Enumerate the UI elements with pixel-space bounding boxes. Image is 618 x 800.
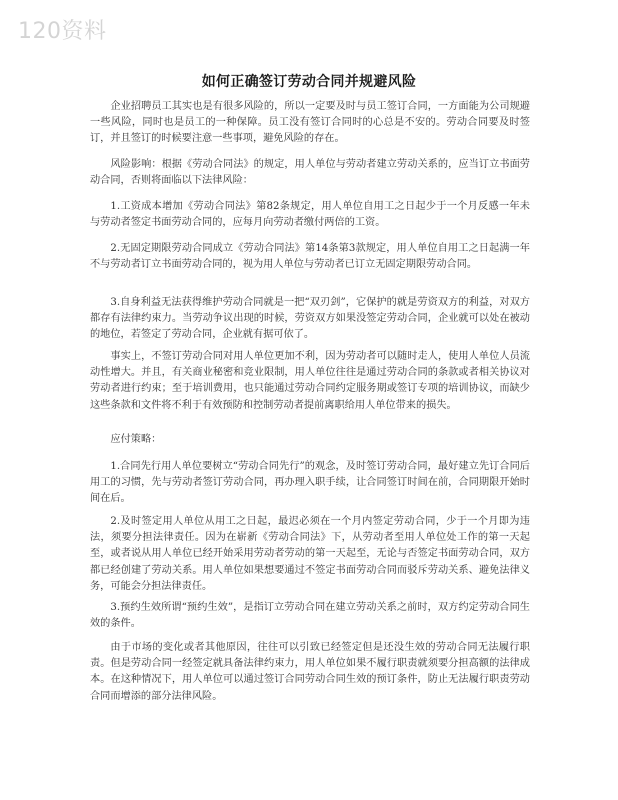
paragraph-strategy-3: 3.预约生效所谓“预约生效”，是指订立劳动合同在建立劳动关系之前时，双方约定劳动合同生效的条件。: [90, 602, 530, 630]
paragraph-risk-2: 2.无固定期限劳动合同成立《劳动合同法》第14条第3款规定，用人单位自用工之日起满一年不与劳动者订立书面劳动合同的，视为用人单位与劳动者已订立无固定期限劳动合同。: [90, 243, 530, 271]
paragraph-fact: 事实上，不签订劳动合同对用人单位更加不利，因为劳动者可以随时走人，使用人单位人员流动性增大。并且，有关商业秘密和竞业限制，用人单位往往是通过劳动合同的条款或者相关协议对劳动者进行约束；至于培训费用，也只能通过劳动合同约定服务期或签订专项的培训协议，而缺少这些条款和文件将不利于有效预防和控制劳动者提前离职给用人单位带来的损失。: [90, 351, 530, 411]
paragraph-risk-impact: 风险影响：根据《劳动合同法》的规定，用人单位与劳动者建立劳动关系的，应当订立书面劳动合同，否则将面临以下法律风险：: [90, 159, 530, 187]
paragraph-strategy-2: 2.及时签定用人单位从用工之日起，最迟必须在一个月内签定劳动合同，少于一个月即为违法，须要分担法律责任。因为在崭新《劳动合同法》下，从劳动者至用人单位处工作的第一天起至，或者说从用人单位已经开始采用劳动者劳动的第一天起至，无论与否签定书面劳动合同，双方都已经创建了劳动关系。用人单位如果想要通过不签定书面劳动合同而驳斥劳动关系、避免法律义务，可能会分担法律责任。: [90, 516, 530, 592]
paragraph-risk-1: 1.工资成本增加《劳动合同法》第82条规定，用人单位自用工之日起少于一个月反感一年未与劳动者签定书面劳动合同的，应每月向劳动者缴付两倍的工资。: [90, 201, 530, 229]
watermark-logo: 120资料: [18, 19, 107, 44]
paragraph-conclusion: 由于市场的变化或者其他原因，往往可以引致已经签定但是还没生效的劳动合同无法履行职责。但是劳动合同一经签定就具备法律约束力，用人单位如果不履行职责就须要分担高额的法律成本。在这种情况下，用人单位可以通过签订合同劳动合同生效的预订条件，防止无法履行职责劳动合同而增添的部分法律风险。: [90, 642, 530, 702]
paragraph-strategy-heading: 应付策略：: [110, 434, 162, 445]
paragraph-risk-3: 3.自身利益无法获得维护劳动合同就是一把“双刃剑”，它保护的就是劳资双方的利益，对双方都存有法律约束力。当劳动争议出现的时候，劳资双方如果没签定劳动合同，企业就可以处在被动的地位，若签定了劳动合同，企业就有据可依了。: [90, 297, 530, 341]
paragraph-intro: 企业招聘员工其实也是有很多风险的，所以一定要及时与员工签订合同，一方面能为公司规避一些风险，同时也是员工的一种保障。员工没有签订合同时的心总是不安的。劳动合同要及时签订，并且签订的时候要注意一些事项，避免风险的存在。: [90, 101, 530, 145]
paragraph-strategy-1: 1.合同先行用人单位要树立“劳动合同先行”的观念，及时签订劳动合同，最好建立先订合同后用工的习惯，先与劳动者签订劳动合同，再办理入职手续，让合同签订时间在前，合同期限开始时间在后。: [90, 461, 530, 505]
document-title: 如何正确签订劳动合同并规避风险: [201, 74, 417, 90]
